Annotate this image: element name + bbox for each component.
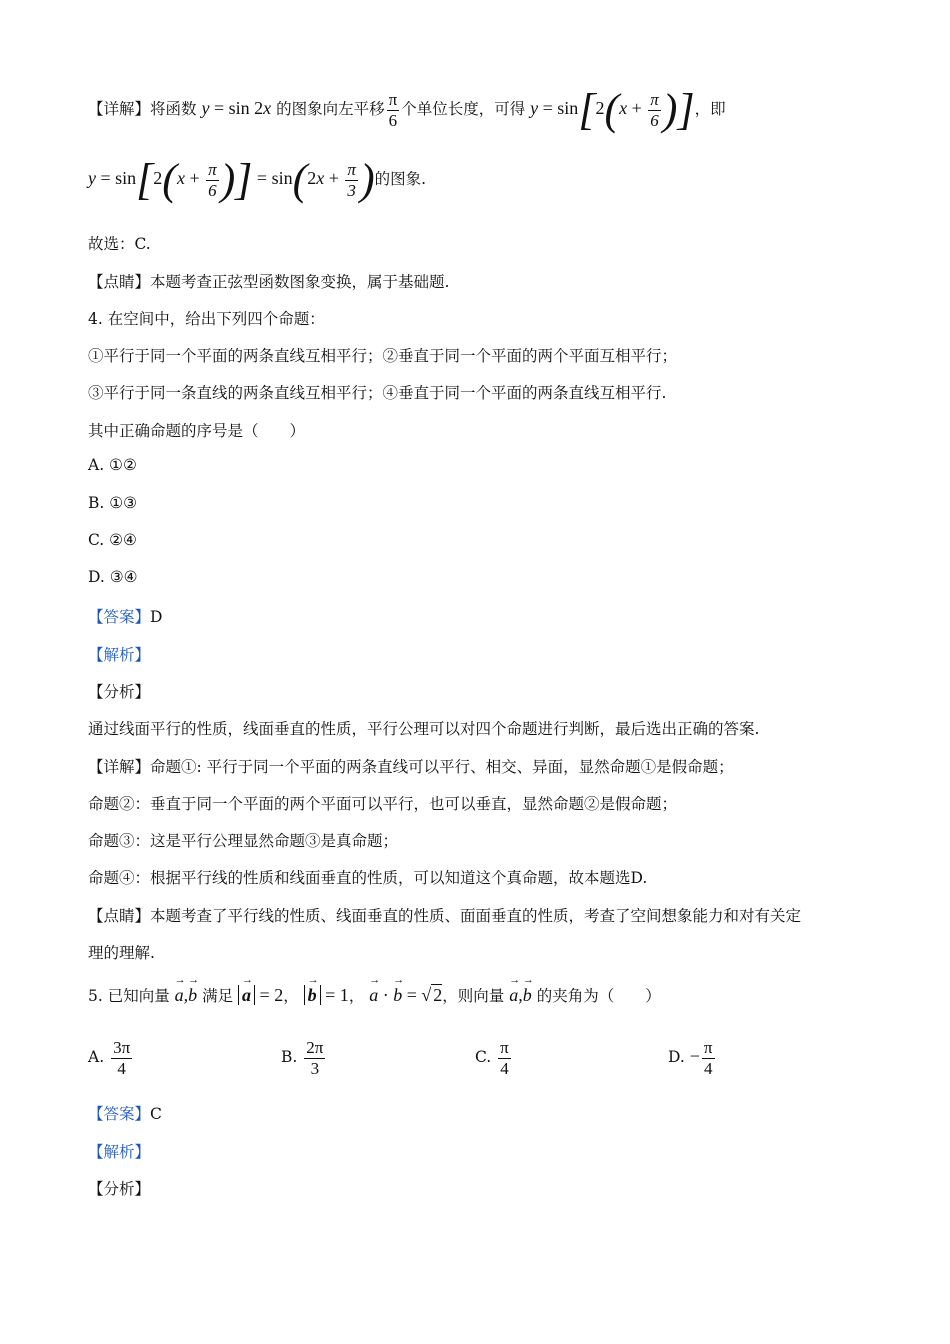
- q3-conclusion: 故选：C.: [88, 235, 151, 253]
- q4-detail-4: 命题④：根据平行线的性质和线面垂直的性质，可以知道这个真命题，故本题选D.: [88, 869, 648, 887]
- formula-y-sin2x: y = sin 2x: [201, 98, 272, 119]
- q4-props-1: ①平行于同一个平面的两条直线互相平行；②垂直于同一个平面的两个平面互相平行；: [88, 347, 678, 365]
- q4-fenxi-tag: 【分析】: [88, 683, 151, 701]
- q4-detail-1: 【详解】命题①: 平行于同一个平面的两条直线可以平行、相交、异面，显然命题①是假命题；: [88, 758, 734, 776]
- q5-answer: 【答案】C: [88, 1105, 162, 1123]
- detail-tag: 【详解】: [88, 100, 151, 119]
- q4-detail-3: 命题③：这是平行公理显然命题③是真命题；: [88, 832, 399, 850]
- q5-stem: 5. 已知向量 → a,→ b 满足 → a = 2， → b = 1， → a · → b = √ 2，则向量 → a,→ b 的夹角为（ ）: [88, 984, 661, 1006]
- fraction-pi-6: $\frac{\pi}{6}$: [388, 90, 398, 130]
- q4-answer: 【答案】D: [88, 608, 163, 626]
- q4-option-b: B. ①③: [88, 494, 138, 512]
- q4-props-2: ③平行于同一条直线的两条直线互相平行；④垂直于同一个平面的两条直线互相平行.: [88, 384, 667, 402]
- formula-shifted: y = sin[2(x + $\frac{\pi}{6}$ )]: [530, 85, 695, 134]
- q5-fenxi-tag: 【分析】: [88, 1180, 151, 1198]
- q5-option-c: C. $\frac{\pi}{4}$: [475, 1038, 509, 1078]
- q4-option-d: D. ③④: [88, 568, 138, 586]
- q4-comment-2: 理的理解.: [88, 944, 155, 962]
- q5-option-a: A. $\frac{3\pi}{4}$: [88, 1038, 131, 1078]
- q4-stem: 4. 在空间中，给出下列四个命题：: [88, 310, 325, 328]
- q3-detail-line1: 【详解】将函数 y = sin 2x 的图象向左平移 $\frac{\pi}{6}$ 个单位长度，可得 y = sin[2(x + $\frac{\pi}{6}$ )]，即: [88, 85, 726, 134]
- q5-option-d: D. − $\frac{\pi}{4}$: [668, 1038, 713, 1078]
- q4-fenxi: 通过线面平行的性质，线面垂直的性质，平行公理可以对四个命题进行判断，最后选出正确的答案.: [88, 720, 760, 738]
- q4-detail-2: 命题②：垂直于同一个平面的两个平面可以平行，也可以垂直，显然命题②是假命题；: [88, 795, 678, 813]
- formula-equiv: y = sin[2(x + $\frac{\pi}{6}$ )] = sin(2x + $\frac{\pi}{3}$ ): [88, 155, 375, 204]
- q5-option-b: B. $\frac{2\pi}{3}$: [281, 1038, 324, 1078]
- q4-ask: 其中正确命题的序号是（ ）: [88, 422, 306, 440]
- q5-analysis-tag: 【解析】: [88, 1143, 151, 1161]
- q4-analysis-tag: 【解析】: [88, 646, 151, 664]
- q4-option-c: C. ②④: [88, 531, 137, 549]
- q3-detail-line2: y = sin[2(x + $\frac{\pi}{6}$ )] = sin(2x + $\frac{\pi}{3}$ )的图象.: [88, 155, 427, 204]
- q3-comment: 【点睛】本题考查正弦型函数图象变换，属于基础题.: [88, 273, 450, 291]
- q4-comment-1: 【点睛】本题考查了平行线的性质、线面垂直的性质、面面垂直的性质，考查了空间想象能力和对有关定: [88, 907, 802, 925]
- q4-option-a: A. ①②: [88, 456, 137, 474]
